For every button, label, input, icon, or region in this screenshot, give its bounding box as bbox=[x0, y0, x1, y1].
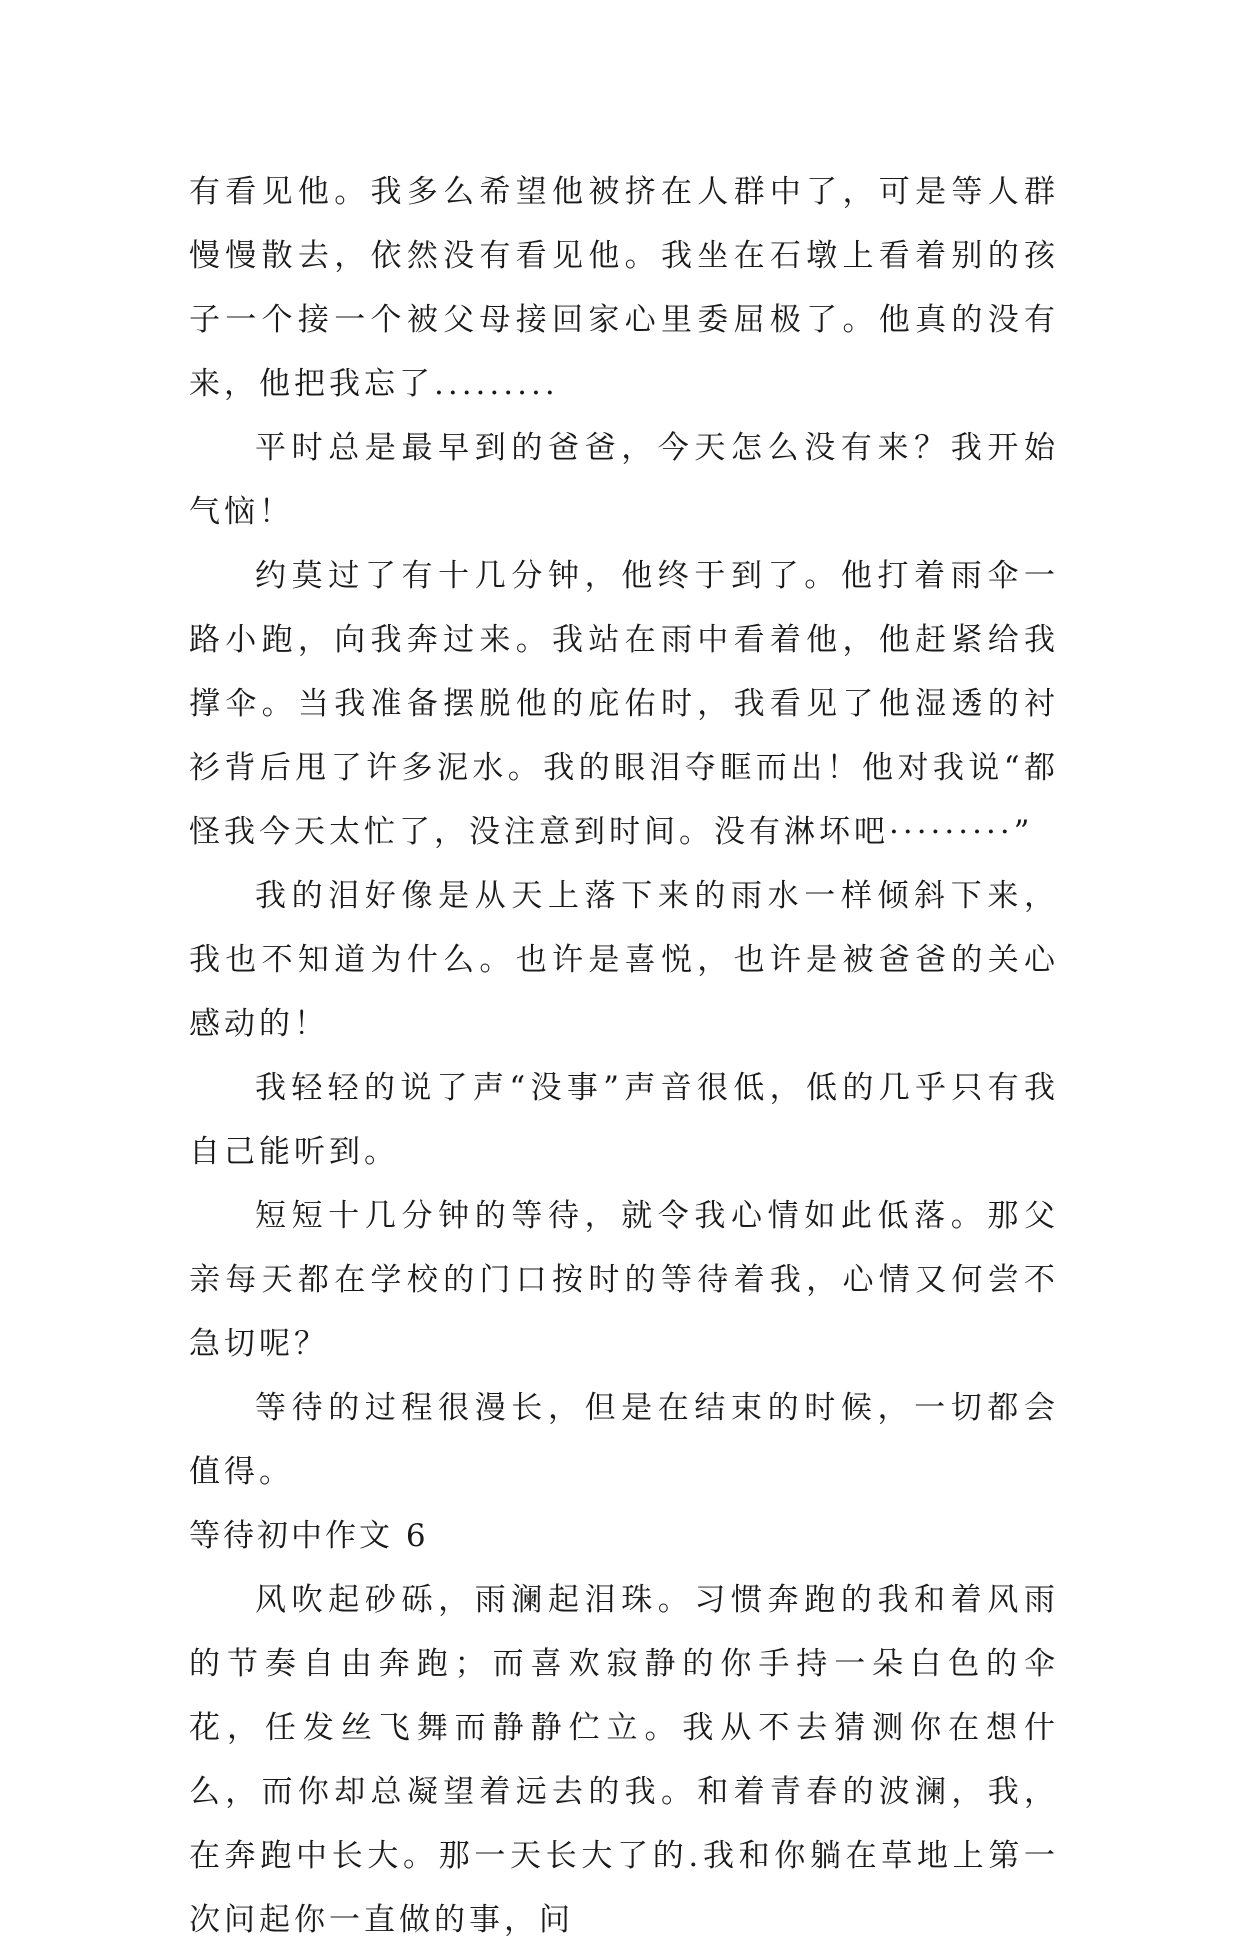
paragraph: 短短十几分钟的等待，就令我心情如此低落。那父亲每天都在学校的门口按时的等待着我，心情又何尝不急切呢？ bbox=[189, 1198, 1059, 1362]
paragraph: 有看见他。我多么希望他被挤在人群中了，可是等人群慢慢散去，依然没有看见他。我坐在石墩上看着别的孩子一个接一个被父母接回家心里委屈极了。他真的没有来，他把我忘了......... bbox=[189, 174, 1059, 402]
paragraph: 风吹起砂砾，雨澜起泪珠。习惯奔跑的我和着风雨的节奏自由奔跑；而喜欢寂静的你手持一朵白色的伞花，任发丝飞舞而静静伫立。我从不去猜测你在想什么，而你却总凝望着远去的我。和着青春的波澜，我，在奔跑中长大。那一天长大了的.我和你躺在草地上第一次问起你一直做的事，问 bbox=[189, 1582, 1059, 1938]
paragraph: 等待的过程很漫长，但是在结束的时候，一切都会值得。 bbox=[189, 1390, 1059, 1490]
document-body bbox=[189, 160, 1059, 1952]
paragraph: 我轻轻的说了声“没事”声音很低，低的几乎只有我自己能听到。 bbox=[189, 1070, 1059, 1170]
paragraph: 平时总是最早到的爸爸，今天怎么没有来？我开始气恼！ bbox=[189, 430, 1059, 530]
paragraph: 约莫过了有十几分钟，他终于到了。他打着雨伞一路小跑，向我奔过来。我站在雨中看着他，他赶紧给我撑伞。当我准备摆脱他的庇佑时，我看见了他湿透的衬衫背后甩了许多泥水。我的眼泪夺眶而出！他对我说“都怪我今天太忙了，没注意到时间。没有淋坏吧·········” bbox=[189, 558, 1059, 850]
paragraph: 我的泪好像是从天上落下来的雨水一样倾斜下来，我也不知道为什么。也许是喜悦，也许是被爸爸的关心感动的！ bbox=[189, 878, 1059, 1042]
section-heading: 等待初中作文 6 bbox=[189, 1518, 429, 1554]
